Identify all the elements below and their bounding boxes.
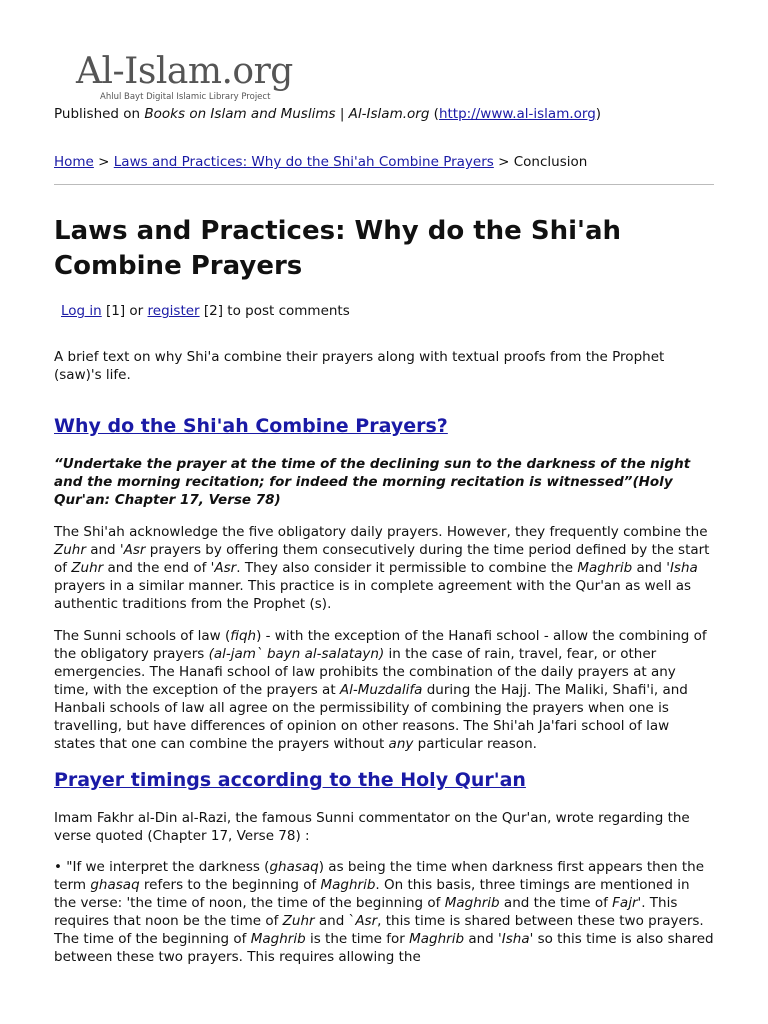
- published-open-paren: (: [429, 106, 439, 122]
- section-heading: [54, 768, 526, 792]
- register-link[interactable]: register: [147, 303, 200, 319]
- italic-term: fiqh: [230, 628, 257, 644]
- site-logo[interactable]: [76, 52, 316, 104]
- breadcrumb-separator: >: [93, 154, 114, 170]
- published-prefix: Published on: [54, 106, 145, 122]
- italic-term: Maghrib: [444, 895, 500, 911]
- logo-subtitle: Ahlul Bayt Digital Islamic Library Project: [100, 92, 271, 102]
- text-run: during the Hajj. The Maliki, Shafi'i, and Hanbali schools of law all agree on the permissibility of combining the prayers when one is travelling, but have differences of opinion on other reasons. The Shi'ah Ja'fari school of law states that one can combine the prayers without: [54, 682, 688, 752]
- text-run: . On this basis, three timings are mentioned in the verse: 'the time of noon, the time of the beginning of: [54, 877, 690, 911]
- text-run: in the case of rain, travel, fear, or other emergencies. The Hanafi school of law prohibits the combination of the daily prayers at any time, with the exception of the prayers at: [54, 646, 676, 698]
- breadcrumb-home-link[interactable]: Home: [54, 154, 94, 170]
- body-paragraph: [54, 523, 714, 613]
- text-run: prayers by offering them consecutively during the time period defined by the start of: [54, 542, 710, 576]
- section-heading-link[interactable]: Prayer timings according to the Holy Qur'an: [54, 769, 526, 791]
- italic-term: Zuhr: [71, 560, 104, 576]
- italic-term: Asr: [123, 542, 146, 558]
- italic-term: ghasaq: [90, 877, 140, 893]
- register-ref: [2] to post comments: [199, 303, 350, 319]
- text-run: ) as being the time when darkness first appears then the term: [54, 859, 705, 893]
- bullet-paragraph: [54, 858, 714, 966]
- breadcrumb-separator: >: [493, 154, 514, 170]
- published-line: [54, 106, 601, 122]
- section-heading: [54, 414, 448, 438]
- text-run: '. This requires that noon be the time of: [54, 895, 678, 929]
- site-url-link[interactable]: http://www.al-islam.org: [438, 106, 596, 122]
- italic-term: any: [388, 736, 414, 752]
- italic-term: (al-jam` bayn al-salatayn): [208, 646, 385, 662]
- published-site-short: Al-Islam.org: [348, 106, 430, 122]
- text-run: and `: [314, 913, 356, 929]
- text-run: and ': [85, 542, 124, 558]
- text-run: and the end of ': [103, 560, 215, 576]
- italic-term: Asr: [355, 913, 378, 929]
- text-run: , this time is shared between these two prayers. The time of the beginning of: [54, 913, 704, 947]
- breadcrumb-parent-link[interactable]: Laws and Practices: Why do the Shi'ah Combine Prayers: [113, 154, 494, 170]
- text-run: The Shi'ah acknowledge the five obligatory daily prayers. However, they frequently combine the: [54, 524, 708, 540]
- italic-term: Fajr: [612, 895, 638, 911]
- login-ref: [1] or: [101, 303, 148, 319]
- text-run: ) - with the exception of the Hanafi school - allow the combining of the obligatory prayers: [54, 628, 707, 662]
- italic-term: Zuhr: [54, 542, 86, 558]
- body-paragraph: Imam Fakhr al-Din al-Razi, the famous Sunni commentator on the Qur'an, wrote regarding the verse quoted (Chapter 17, Verse 78) :: [54, 810, 690, 844]
- body-paragraph: [54, 627, 714, 753]
- text-run: • "If we interpret the darkness (: [54, 859, 270, 875]
- text-run: and the time of: [499, 895, 613, 911]
- breadcrumb-current: Conclusion: [513, 154, 588, 170]
- italic-term: Zuhr: [282, 913, 315, 929]
- italic-term: Maghrib: [577, 560, 633, 576]
- italic-term: Isha: [501, 931, 530, 947]
- divider: [54, 184, 714, 185]
- italic-term: ghasaq: [269, 859, 319, 875]
- page-title: Laws and Practices: Why do the Shi'ah Combine Prayers: [54, 216, 622, 281]
- text-run: refers to the beginning of: [139, 877, 321, 893]
- text-run: and ': [632, 560, 670, 576]
- login-link[interactable]: Log in: [61, 303, 102, 319]
- text-run: . They also consider it permissible to combine the: [236, 560, 578, 576]
- text-run: ' so this time is also shared between these two prayers. This requires allowing the: [54, 931, 714, 965]
- published-close-paren: ): [595, 106, 602, 122]
- italic-term: Al-Muzdalifa: [339, 682, 423, 698]
- text-run: is the time for: [305, 931, 410, 947]
- published-separator: |: [335, 106, 349, 122]
- quran-quote: “Undertake the prayer at the time of the declining sun to the darkness of the night and the morning recitation; for indeed the morning recitation is witnessed”(Holy Qur'an: Chapter 17, Verse 78): [54, 456, 691, 508]
- italic-term: Maghrib: [409, 931, 465, 947]
- text-run: particular reason.: [413, 736, 537, 752]
- italic-term: Isha: [669, 560, 698, 576]
- section-heading-link[interactable]: Why do the Shi'ah Combine Prayers?: [54, 415, 448, 437]
- italic-term: Maghrib: [250, 931, 306, 947]
- published-site-name: Books on Islam and Muslims: [144, 106, 336, 122]
- italic-term: Asr: [214, 560, 237, 576]
- login-line: [61, 303, 350, 319]
- logo-title: Al-Islam.org: [76, 51, 293, 92]
- text-run: and ': [464, 931, 502, 947]
- italic-term: Maghrib: [320, 877, 376, 893]
- text-run: The Sunni schools of law (: [54, 628, 231, 644]
- text-run: prayers in a similar manner. This practice is in complete agreement with the Qur'an as well as authentic traditions from the Prophet (s).: [54, 578, 692, 612]
- breadcrumb: [54, 154, 587, 170]
- intro-paragraph: A brief text on why Shi'a combine their prayers along with textual proofs from the Prophet (saw)'s life.: [54, 349, 665, 383]
